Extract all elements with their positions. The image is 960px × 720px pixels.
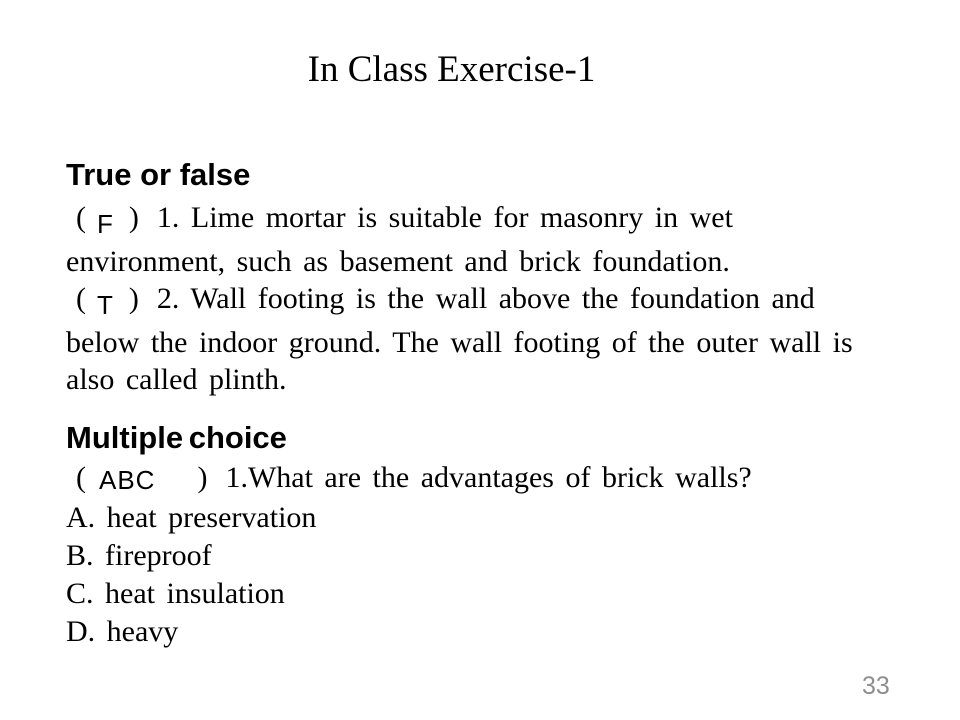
tf-question-1-text: 1. Lime mortar is suitable for masonry in wet (156, 201, 733, 234)
true-false-section (66, 199, 896, 398)
tf-question-2-text-continued: also called plinth. (66, 363, 287, 396)
tf-question-2-first-line (66, 280, 896, 324)
tf-answer-2: T (97, 290, 114, 320)
mc-option-d: D. heavy (66, 615, 179, 648)
tf-question-2-text: 2. Wall footing is the wall above the foundation and (156, 282, 815, 315)
mc-option-c: C. heat insulation (66, 577, 285, 610)
mc-question-text: 1.What are the advantages of brick walls? (225, 461, 752, 494)
tf-question-2-text-continued: below the indoor ground. The wall footing of the outer wall is (66, 326, 853, 359)
tf-question-1-first-line (66, 199, 896, 243)
paren-close: ) (197, 461, 208, 494)
multiple-choice-section (66, 459, 896, 651)
multiple-choice-heading: Multiple choice (66, 420, 287, 455)
page-number: 33 (862, 672, 890, 700)
mc-question-line (66, 459, 896, 499)
paren-open: ( (76, 201, 86, 234)
tf-question-1-text-continued: environment, such as basement and brick foundation. (66, 245, 730, 278)
slide-title: In Class Exercise-1 (307, 49, 596, 90)
mc-option-b: B. fireproof (66, 539, 212, 572)
tf-answer-1: F (97, 209, 114, 239)
paren-open: ( (76, 282, 86, 315)
true-false-heading: True or false (66, 157, 251, 192)
mc-option-a: A. heat preservation (66, 501, 317, 534)
paren-open: ( (76, 461, 86, 494)
paren-close: ) (128, 282, 139, 315)
mc-answer: ABC (99, 465, 156, 495)
paren-close: ) (128, 201, 139, 234)
